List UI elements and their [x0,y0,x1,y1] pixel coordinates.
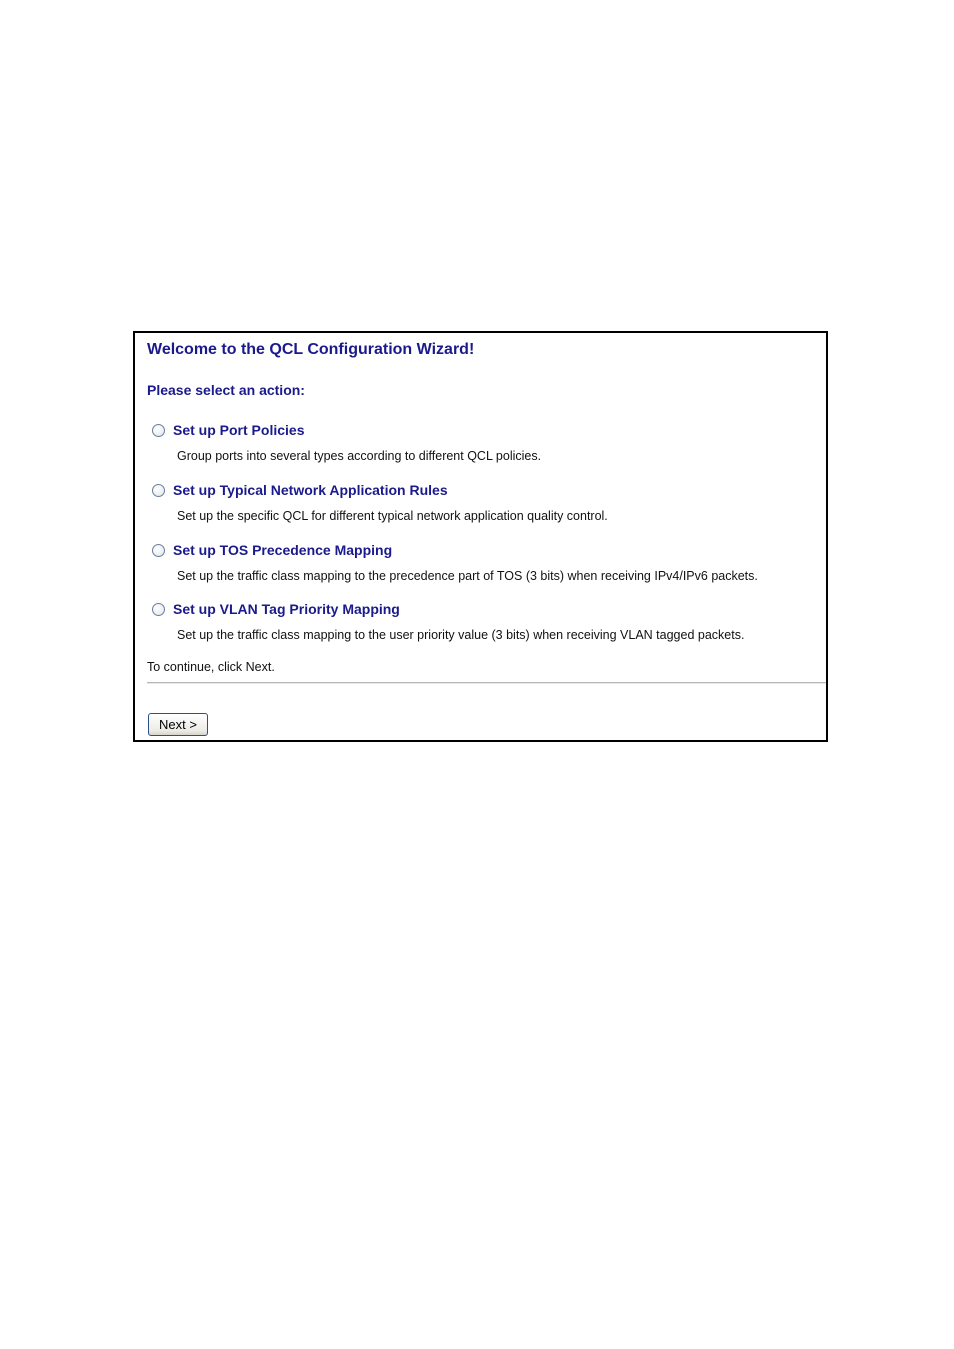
port-policies-radio[interactable] [152,424,165,437]
vlan-tag-priority-mapping-radio[interactable] [152,603,165,616]
action-prompt: Please select an action: [147,382,305,398]
tos-precedence-mapping-radio[interactable] [152,544,165,557]
wizard-title: Welcome to the QCL Configuration Wizard! [147,341,475,358]
network-application-rules-radio[interactable] [152,484,165,497]
vlan-tag-priority-mapping-description: Set up the traffic class mapping to the user priority value (3 bits) when receiving VLAN tagged packets. [177,628,745,642]
divider [147,682,826,684]
port-policies-label[interactable]: Set up Port Policies [173,422,305,438]
qcl-wizard-panel [133,331,828,742]
next-button[interactable]: Next > [148,713,208,736]
tos-precedence-mapping-description: Set up the traffic class mapping to the precedence part of TOS (3 bits) when receiving IPv4/IPv6 packets. [177,569,758,583]
vlan-tag-priority-mapping-label[interactable]: Set up VLAN Tag Priority Mapping [173,601,400,617]
network-application-rules-label[interactable]: Set up Typical Network Application Rules [173,482,448,498]
port-policies-description: Group ports into several types according to different QCL policies. [177,449,542,463]
network-application-rules-description: Set up the specific QCL for different typical network application quality control. [177,509,608,523]
continue-instruction: To continue, click Next. [147,660,275,674]
tos-precedence-mapping-label[interactable]: Set up TOS Precedence Mapping [173,542,393,558]
